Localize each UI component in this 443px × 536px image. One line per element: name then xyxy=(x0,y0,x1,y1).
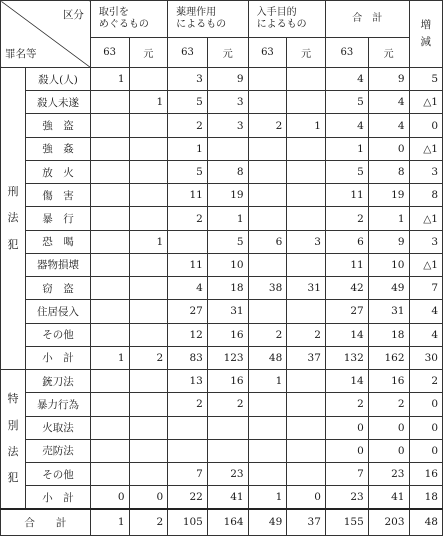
count-cell xyxy=(129,462,168,485)
count-cell xyxy=(129,114,168,137)
count-cell: 10 xyxy=(368,253,409,276)
count-cell: 23 xyxy=(368,462,409,485)
table-row xyxy=(1,393,443,416)
table-row xyxy=(1,253,443,276)
count-cell: 1 xyxy=(248,486,287,509)
count-cell: 2 xyxy=(368,393,409,416)
count-cell: 22 xyxy=(168,486,208,509)
category-char: 特 xyxy=(7,392,19,406)
count-cell xyxy=(207,137,248,160)
category-char: 刑 xyxy=(7,184,19,198)
total-label: 合 計 xyxy=(1,509,91,536)
category-tokubetsu xyxy=(1,370,26,509)
count-cell xyxy=(287,184,326,207)
count-cell xyxy=(248,184,287,207)
count-cell xyxy=(287,439,326,462)
count-cell: 1 xyxy=(207,207,248,230)
count-cell: 9 xyxy=(368,230,409,253)
count-cell xyxy=(129,253,168,276)
corner-bottom-label: 罪名等 xyxy=(5,48,37,60)
group-header-line: によるもの xyxy=(256,19,307,30)
table-row xyxy=(1,160,443,183)
count-cell: 48 xyxy=(248,346,287,369)
count-cell: 2 xyxy=(207,393,248,416)
year-header: 元 xyxy=(129,38,168,68)
count-cell: 2 xyxy=(325,393,368,416)
count-cell: 7 xyxy=(325,462,368,485)
count-cell: 4 xyxy=(368,91,409,114)
crime-name: 強 姦 xyxy=(26,137,91,160)
count-cell: 2 xyxy=(168,207,208,230)
change-cell: 18 xyxy=(409,486,443,509)
total-count-cell: 2 xyxy=(129,509,168,536)
count-cell: 12 xyxy=(168,323,208,346)
table-row xyxy=(1,184,443,207)
count-cell xyxy=(248,91,287,114)
change-cell: △1 xyxy=(409,207,443,230)
count-cell: 3 xyxy=(168,68,208,91)
change-cell: 3 xyxy=(409,160,443,183)
change-cell: 4 xyxy=(409,300,443,323)
crime-name: その他 xyxy=(26,462,91,485)
count-cell: 9 xyxy=(207,68,248,91)
count-cell: 11 xyxy=(325,184,368,207)
change-cell: 16 xyxy=(409,462,443,485)
count-cell xyxy=(129,160,168,183)
count-cell xyxy=(168,439,208,462)
count-cell xyxy=(90,393,129,416)
change-header-char: 増 xyxy=(420,19,431,32)
count-cell: 4 xyxy=(325,68,368,91)
crime-name: 売防法 xyxy=(26,439,91,462)
count-cell: 19 xyxy=(207,184,248,207)
count-cell xyxy=(90,137,129,160)
total-count-cell: 37 xyxy=(287,509,326,536)
count-cell xyxy=(90,91,129,114)
group-header-line: によるもの xyxy=(176,19,227,30)
count-cell xyxy=(248,207,287,230)
crime-name: 強 盗 xyxy=(26,114,91,137)
table-row xyxy=(1,346,443,369)
crime-name: 恐 喝 xyxy=(26,230,91,253)
count-cell xyxy=(90,323,129,346)
table-row xyxy=(1,114,443,137)
count-cell: 2 xyxy=(287,323,326,346)
count-cell: 2 xyxy=(168,393,208,416)
count-cell: 5 xyxy=(168,91,208,114)
change-header-char: 減 xyxy=(420,36,431,48)
count-cell: 2 xyxy=(248,323,287,346)
count-cell: 23 xyxy=(207,462,248,485)
count-cell xyxy=(129,300,168,323)
crime-name: その他 xyxy=(26,323,91,346)
count-cell xyxy=(248,300,287,323)
count-cell: 0 xyxy=(368,439,409,462)
total-count-cell: 105 xyxy=(168,509,208,536)
count-cell: 14 xyxy=(325,370,368,393)
group-header-line: 合 計 xyxy=(352,12,383,24)
count-cell: 162 xyxy=(368,346,409,369)
change-cell: 5 xyxy=(409,68,443,91)
count-cell xyxy=(90,184,129,207)
crime-name: 放 火 xyxy=(26,160,91,183)
count-cell: 8 xyxy=(368,160,409,183)
count-cell: 5 xyxy=(168,160,208,183)
year-header: 63 xyxy=(248,38,287,68)
category-char: 別 xyxy=(7,418,19,432)
count-cell: 38 xyxy=(248,277,287,300)
count-cell: 132 xyxy=(325,346,368,369)
count-cell xyxy=(287,253,326,276)
crime-name: 小 計 xyxy=(26,486,91,509)
change-cell: 3 xyxy=(409,230,443,253)
count-cell xyxy=(129,68,168,91)
group-header-nyushu xyxy=(248,1,325,38)
count-cell xyxy=(168,230,208,253)
count-cell xyxy=(287,160,326,183)
count-cell: 31 xyxy=(368,300,409,323)
count-cell xyxy=(129,393,168,416)
count-cell xyxy=(207,439,248,462)
count-cell: 1 xyxy=(90,68,129,91)
count-cell: 16 xyxy=(207,370,248,393)
year-header: 元 xyxy=(207,38,248,68)
table-row xyxy=(1,230,443,253)
table-row xyxy=(1,137,443,160)
crime-name: 小 計 xyxy=(26,346,91,369)
change-cell: 30 xyxy=(409,346,443,369)
count-cell xyxy=(248,439,287,462)
table-row xyxy=(1,462,443,485)
count-cell: 1 xyxy=(368,207,409,230)
count-cell xyxy=(207,416,248,439)
count-cell xyxy=(287,462,326,485)
total-count-cell: 164 xyxy=(207,509,248,536)
year-header: 元 xyxy=(287,38,326,68)
year-header: 元 xyxy=(368,38,409,68)
count-cell xyxy=(90,439,129,462)
count-cell: 31 xyxy=(287,277,326,300)
count-cell: 2 xyxy=(168,114,208,137)
count-cell xyxy=(129,323,168,346)
count-cell: 41 xyxy=(368,486,409,509)
count-cell xyxy=(90,370,129,393)
group-header-yakuri xyxy=(168,1,248,38)
count-cell xyxy=(129,439,168,462)
crime-name: 窃 盗 xyxy=(26,277,91,300)
count-cell xyxy=(287,416,326,439)
count-cell xyxy=(129,370,168,393)
change-cell: △1 xyxy=(409,91,443,114)
count-cell: 3 xyxy=(207,114,248,137)
group-header-torihiki xyxy=(90,1,167,38)
count-cell: 42 xyxy=(325,277,368,300)
count-cell: 31 xyxy=(207,300,248,323)
table-row xyxy=(1,207,443,230)
count-cell: 10 xyxy=(207,253,248,276)
count-cell xyxy=(90,416,129,439)
count-cell xyxy=(90,462,129,485)
count-cell xyxy=(90,253,129,276)
count-cell: 0 xyxy=(325,416,368,439)
category-char: 法 xyxy=(7,211,19,225)
count-cell: 0 xyxy=(368,416,409,439)
count-cell: 23 xyxy=(325,486,368,509)
count-cell: 0 xyxy=(90,486,129,509)
count-cell: 2 xyxy=(325,207,368,230)
count-cell: 4 xyxy=(168,277,208,300)
corner-top-label: 区分 xyxy=(62,9,84,21)
count-cell: 27 xyxy=(168,300,208,323)
crime-name: 器物損壊 xyxy=(26,253,91,276)
table-row xyxy=(1,91,443,114)
count-cell xyxy=(168,416,208,439)
crime-name: 銃刀法 xyxy=(26,370,91,393)
table-row xyxy=(1,68,443,91)
count-cell: 5 xyxy=(325,160,368,183)
count-cell: 49 xyxy=(368,277,409,300)
count-cell: 27 xyxy=(325,300,368,323)
change-cell: 0 xyxy=(409,114,443,137)
count-cell xyxy=(90,300,129,323)
count-cell: 1 xyxy=(129,230,168,253)
count-cell: 1 xyxy=(168,137,208,160)
count-cell xyxy=(287,137,326,160)
count-cell: 1 xyxy=(325,137,368,160)
change-cell: 8 xyxy=(409,184,443,207)
crime-name: 暴 行 xyxy=(26,207,91,230)
change-cell: △1 xyxy=(409,137,443,160)
category-char: 法 xyxy=(7,445,19,458)
count-cell: 37 xyxy=(287,346,326,369)
count-cell: 13 xyxy=(168,370,208,393)
category-char: 犯 xyxy=(7,471,19,485)
count-cell: 6 xyxy=(325,230,368,253)
crime-name: 殺人(人) xyxy=(26,68,91,91)
group-header-total xyxy=(325,1,409,38)
count-cell: 0 xyxy=(287,486,326,509)
group-header-line: 取引を xyxy=(98,6,129,18)
count-cell: 5 xyxy=(207,230,248,253)
crime-name: 暴力行為 xyxy=(26,393,91,416)
total-row xyxy=(1,509,443,536)
count-cell xyxy=(129,416,168,439)
count-cell: 3 xyxy=(207,91,248,114)
count-cell: 11 xyxy=(168,253,208,276)
count-cell xyxy=(287,68,326,91)
count-cell: 16 xyxy=(368,370,409,393)
change-cell: 0 xyxy=(409,393,443,416)
count-cell: 11 xyxy=(168,184,208,207)
count-cell xyxy=(129,137,168,160)
change-header xyxy=(409,1,443,68)
count-cell xyxy=(248,462,287,485)
count-cell: 41 xyxy=(207,486,248,509)
count-cell xyxy=(248,160,287,183)
count-cell: 123 xyxy=(207,346,248,369)
count-cell: 0 xyxy=(325,439,368,462)
count-cell xyxy=(248,68,287,91)
count-cell: 2 xyxy=(248,114,287,137)
count-cell: 19 xyxy=(368,184,409,207)
change-cell: △1 xyxy=(409,253,443,276)
year-header: 63 xyxy=(168,38,208,68)
count-cell: 18 xyxy=(368,323,409,346)
crime-name: 火取法 xyxy=(26,416,91,439)
crime-name: 殺人未遂 xyxy=(26,91,91,114)
count-cell: 1 xyxy=(90,346,129,369)
group-header-line: めぐるもの xyxy=(98,19,149,30)
total-count-cell: 203 xyxy=(368,509,409,536)
group-header-line: 入手目的 xyxy=(256,6,297,18)
table-row xyxy=(1,277,443,300)
table-row xyxy=(1,486,443,509)
total-count-cell: 49 xyxy=(248,509,287,536)
total-change-cell: 48 xyxy=(409,509,443,536)
count-cell: 8 xyxy=(207,160,248,183)
count-cell xyxy=(129,184,168,207)
table-row xyxy=(1,323,443,346)
count-cell: 2 xyxy=(129,346,168,369)
count-cell xyxy=(248,137,287,160)
count-cell xyxy=(248,253,287,276)
count-cell xyxy=(287,393,326,416)
total-count-cell: 1 xyxy=(90,509,129,536)
count-cell: 1 xyxy=(248,370,287,393)
change-cell: 2 xyxy=(409,370,443,393)
count-cell: 5 xyxy=(325,91,368,114)
count-cell: 4 xyxy=(325,114,368,137)
category-keiho xyxy=(1,68,26,370)
count-cell xyxy=(287,91,326,114)
crime-name: 住居侵入 xyxy=(26,300,91,323)
table-row xyxy=(1,370,443,393)
count-cell: 3 xyxy=(287,230,326,253)
count-cell: 9 xyxy=(368,68,409,91)
count-cell: 4 xyxy=(368,114,409,137)
count-cell xyxy=(129,277,168,300)
count-cell xyxy=(129,207,168,230)
table-row xyxy=(1,300,443,323)
count-cell: 11 xyxy=(325,253,368,276)
category-char: 犯 xyxy=(7,237,19,251)
table-row xyxy=(1,439,443,462)
year-header: 63 xyxy=(325,38,368,68)
count-cell: 16 xyxy=(207,323,248,346)
count-cell xyxy=(248,393,287,416)
count-cell xyxy=(287,300,326,323)
count-cell xyxy=(287,370,326,393)
change-cell: 0 xyxy=(409,439,443,462)
count-cell: 1 xyxy=(129,91,168,114)
change-cell: 0 xyxy=(409,416,443,439)
count-cell: 14 xyxy=(325,323,368,346)
count-cell xyxy=(90,230,129,253)
count-cell xyxy=(90,114,129,137)
count-cell: 18 xyxy=(207,277,248,300)
count-cell: 0 xyxy=(129,486,168,509)
table-row xyxy=(1,416,443,439)
count-cell xyxy=(90,160,129,183)
change-cell: 7 xyxy=(409,277,443,300)
group-header-line: 薬理作用 xyxy=(176,6,217,18)
count-cell: 6 xyxy=(248,230,287,253)
count-cell xyxy=(90,207,129,230)
count-cell xyxy=(287,207,326,230)
count-cell xyxy=(248,416,287,439)
year-header: 63 xyxy=(90,38,129,68)
count-cell: 83 xyxy=(168,346,208,369)
change-cell: 4 xyxy=(409,323,443,346)
count-cell: 1 xyxy=(287,114,326,137)
count-cell xyxy=(90,277,129,300)
corner-header-cell xyxy=(1,1,91,68)
count-cell: 0 xyxy=(368,137,409,160)
total-count-cell: 155 xyxy=(325,509,368,536)
crime-name: 傷 害 xyxy=(26,184,91,207)
count-cell: 7 xyxy=(168,462,208,485)
